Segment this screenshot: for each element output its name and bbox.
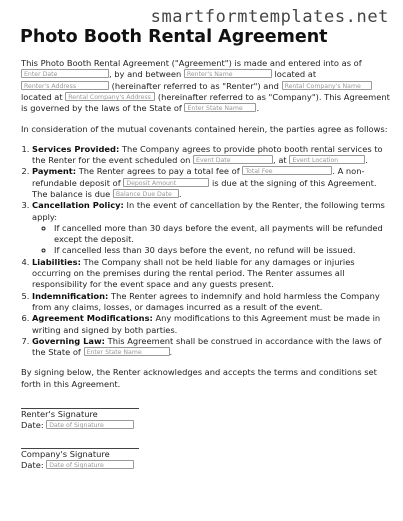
intro-paragraph: [21, 58, 391, 114]
term-text: , at: [273, 155, 287, 166]
term-liabilities: [32, 257, 391, 291]
intro-text: .: [256, 103, 260, 114]
event-location-field[interactable]: Event Location: [289, 155, 365, 164]
term-indemnification: [32, 291, 391, 314]
renter-name-field[interactable]: Renter's Name: [184, 69, 272, 78]
agreement-date-field[interactable]: Enter Date: [21, 69, 109, 78]
intro-text: This Photo Booth Rental Agreement ("Agreement") is made and entered into as of: [21, 58, 362, 68]
term-title: Services Provided:: [32, 143, 120, 154]
governing-state-field[interactable]: Enter State Name: [184, 103, 256, 112]
deposit-amount-field[interactable]: Deposit Amount: [123, 178, 209, 187]
term-title: Cancellation Policy:: [32, 200, 124, 211]
term-text: .: [169, 347, 173, 358]
cancellation-sublist: [32, 223, 391, 257]
term-text: . A non-refundable deposit of: [32, 166, 365, 188]
term-title: Indemnification:: [32, 290, 109, 301]
renter-signature-date-field[interactable]: Date of Signature: [46, 420, 134, 429]
renter-signature-label: Renter's Signature: [21, 409, 98, 420]
company-signature-date-field[interactable]: Date of Signature: [46, 460, 134, 469]
term-text: This Agreement shall be construed in accordance with the laws of the State of: [32, 335, 382, 358]
governing-law-state-field[interactable]: Enter State Name: [84, 347, 170, 356]
terms-list: [21, 144, 391, 359]
total-fee-field[interactable]: Total Fee: [242, 166, 332, 175]
renter-address-field[interactable]: Renter's Address: [21, 81, 109, 90]
term-text: The Renter agrees to pay a total fee of: [78, 166, 240, 177]
renter-date-row: [21, 420, 391, 431]
date-label: Date:: [21, 459, 44, 470]
cancellation-rule: ◦ If cancelled less than 30 days before the event, no refund will be issued.: [54, 245, 391, 256]
term-text: .: [178, 188, 182, 199]
intro-text: located at: [21, 91, 63, 102]
term-text: .: [365, 155, 368, 166]
consideration-paragraph: In consideration of the mutual covenants contained herein, the parties agree as follows:: [21, 124, 388, 135]
intro-text: located at: [274, 69, 317, 80]
term-text: The Renter agrees to indemnify and hold harmless the Company from any claims, losses, or damages incurred as a result of the event.: [32, 290, 380, 312]
company-address-field[interactable]: Rental Company's Address: [65, 92, 155, 101]
term-governing-law: [32, 336, 391, 359]
company-signature-label: Company's Signature: [21, 448, 110, 459]
term-text: Any modifications to this Agreement must be made in writing and signed by both parties.: [32, 313, 381, 335]
term-text: The Company agrees to provide photo booth rental services to the Renter for the event scheduled on: [32, 143, 383, 166]
term-text: is due at the signing of this Agreement. The balance is due: [32, 177, 377, 199]
term-title: Governing Law:: [32, 335, 105, 346]
term-cancellation: [32, 200, 391, 256]
intro-text: , by and between: [109, 69, 182, 80]
intro-text: (hereinafter referred to as "Renter") and: [111, 80, 279, 91]
term-payment: [32, 166, 391, 200]
term-title: Agreement Modifications:: [32, 313, 153, 324]
term-title: Payment:: [32, 166, 77, 177]
closing-paragraph: By signing below, the Renter acknowledges and accepts the terms and conditions set forth in this Agreement.: [21, 367, 377, 389]
agreement-body: [21, 58, 391, 471]
balance-due-date-field[interactable]: Balance Due Date: [113, 189, 179, 198]
cancellation-rule: ◦ If cancelled more than 30 days before the event, all payments will be refunded except the deposit.: [54, 223, 391, 246]
term-text: In the event of cancellation by the Renter, the following terms apply:: [32, 200, 385, 222]
company-name-field[interactable]: Rental Company's Name: [282, 81, 372, 90]
term-text: The Company shall not be held liable for any damages or injuries occurring on the premises during the rental period. The Renter assumes all responsibility for the event space and any guests present.: [32, 256, 355, 290]
page-title: Photo Booth Rental Agreement: [20, 27, 328, 47]
event-date-field[interactable]: Event Date: [193, 155, 273, 164]
site-watermark: smartformtemplates.net: [150, 7, 389, 27]
date-label: Date:: [21, 420, 44, 431]
term-services: [32, 144, 391, 167]
company-date-row: [21, 460, 391, 471]
term-title: Liabilities:: [32, 256, 81, 267]
intro-text: (hereinafter referred to as "Company"). This Agreement is governed by the laws of the State of: [21, 91, 390, 114]
term-modifications: [32, 313, 391, 336]
